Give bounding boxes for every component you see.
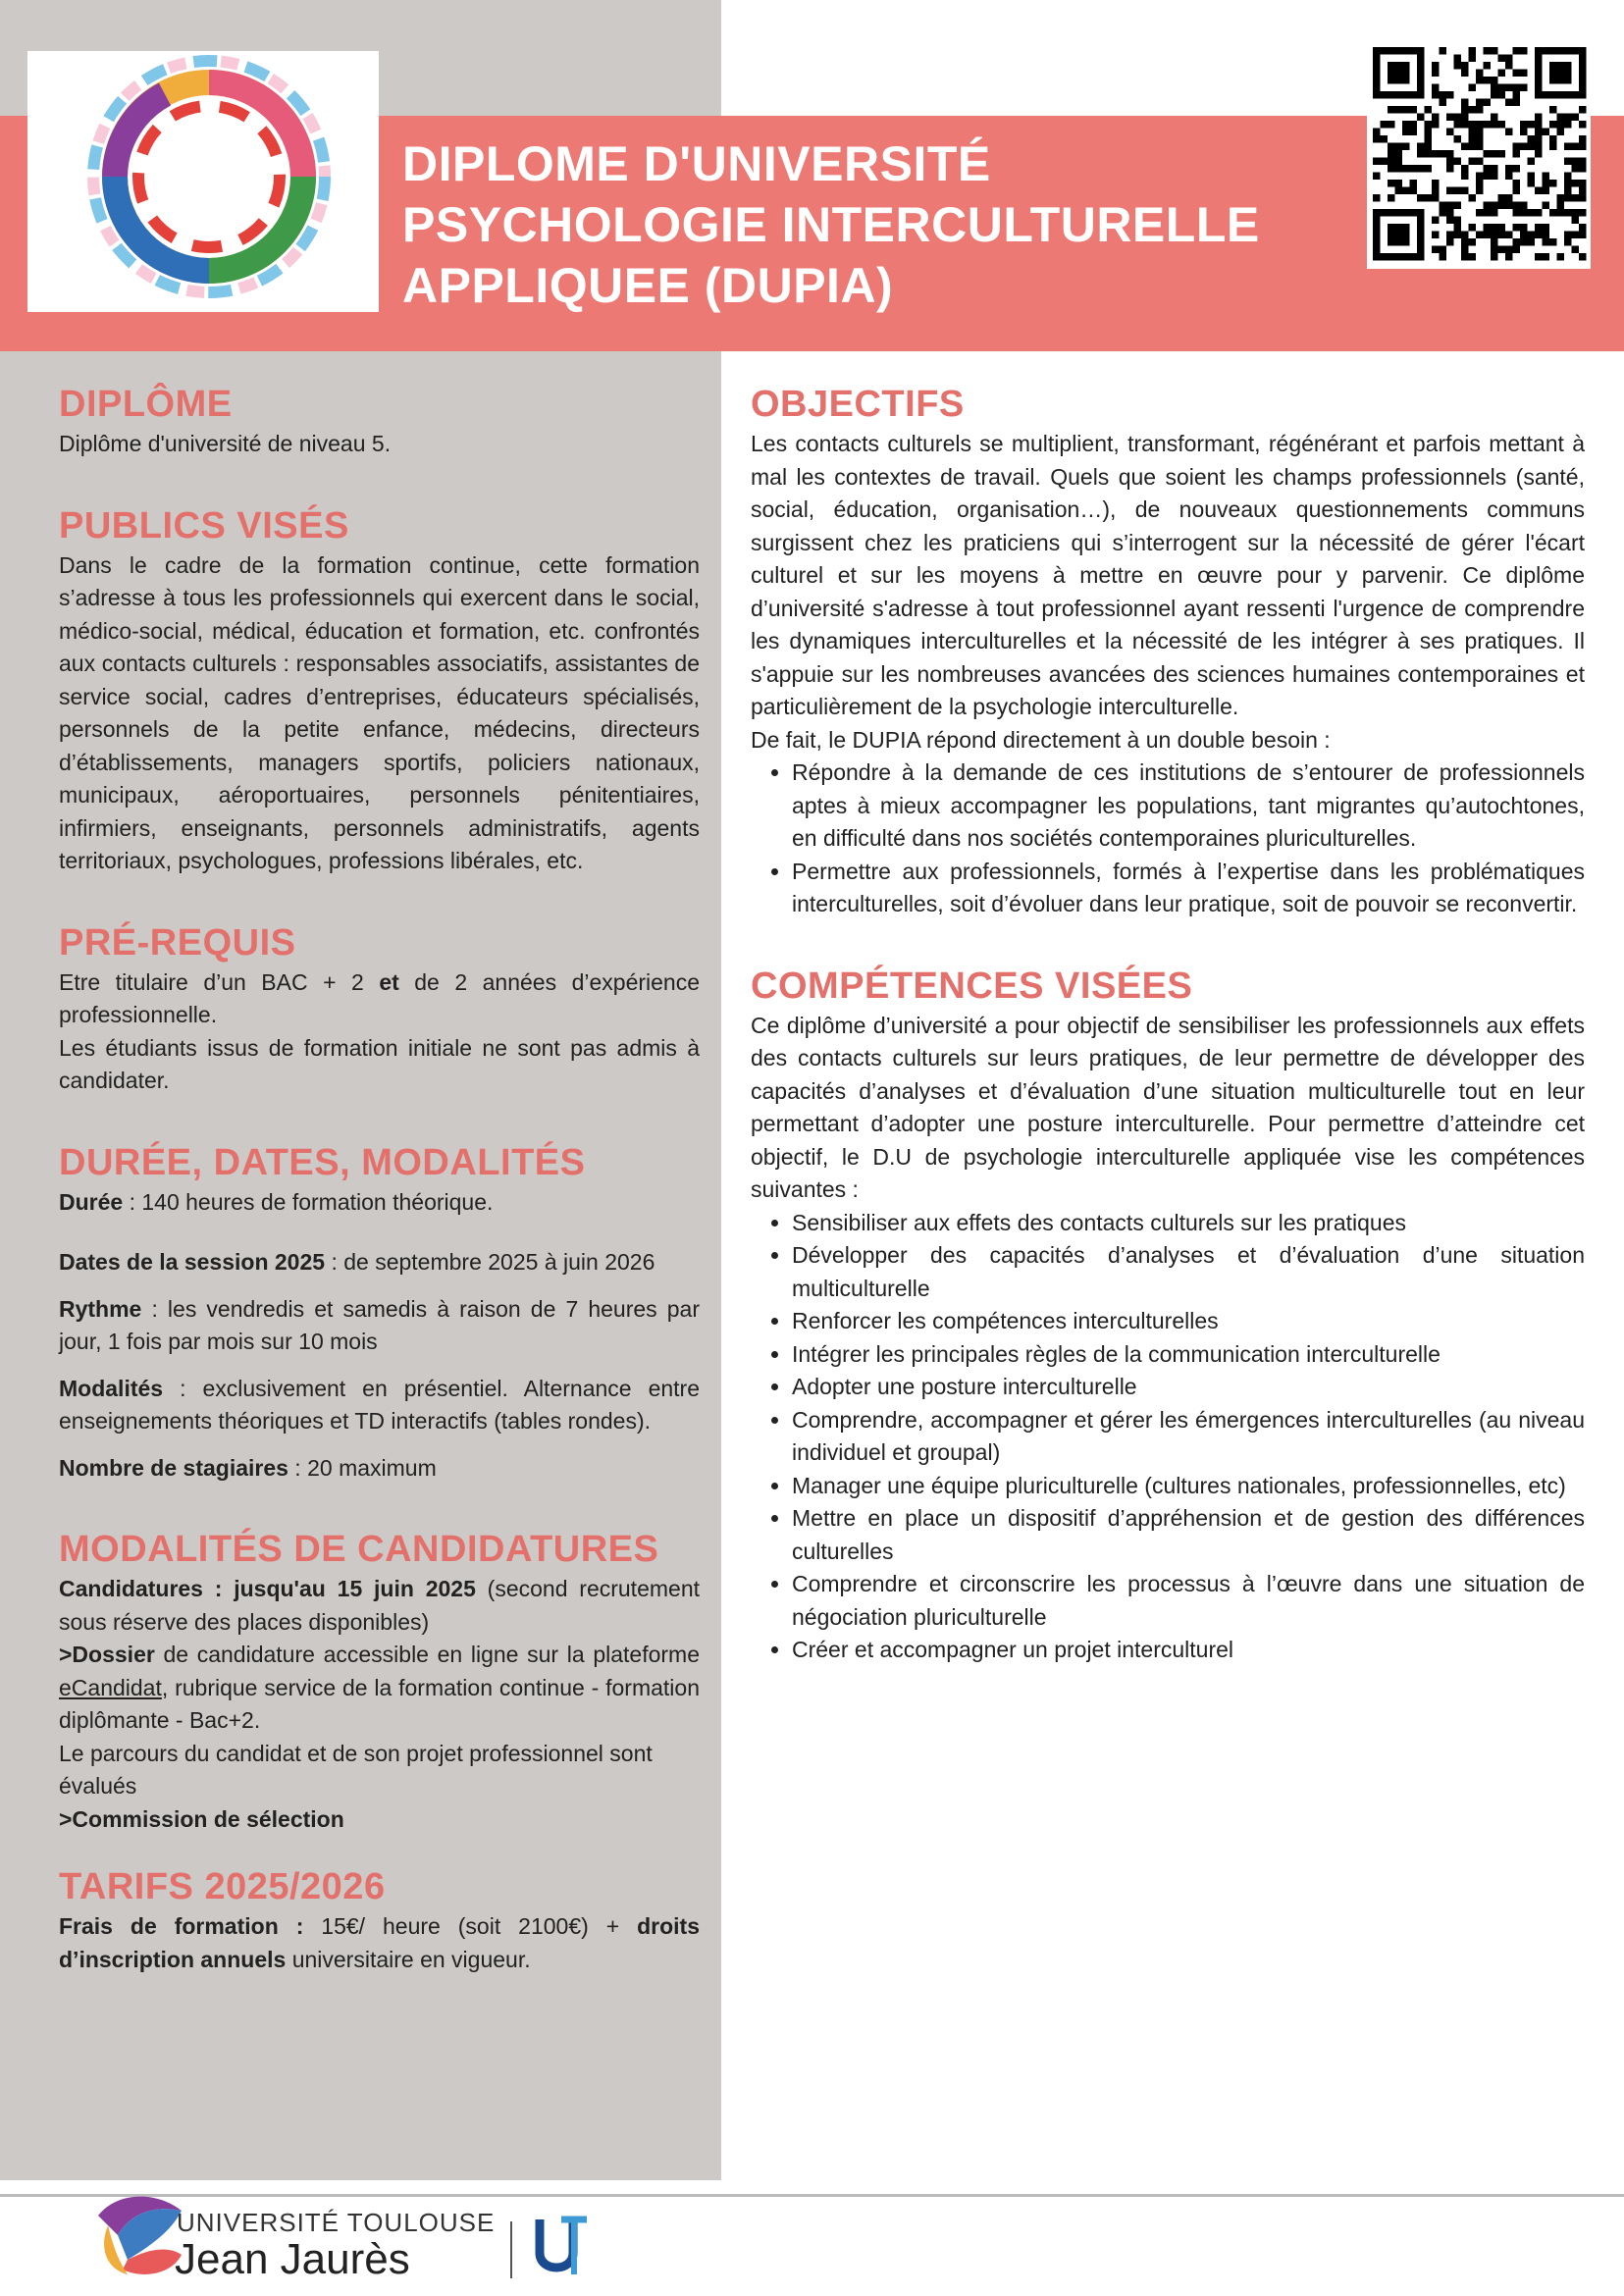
commission-text: >Commission de sélection [59,1805,344,1832]
list-item: • Répondre à la demande de ces institutions de s’entourer de professionnels aptes à mieux accompagner les populations, tant migrantes qu’autochtones, en difficulté dans nos sociétés contemporaines pluriculturelles. [792,757,1585,856]
ut-monogram-icon [532,2214,591,2282]
competences-heading: COMPÉTENCES VISÉES [751,965,1193,1007]
list-item: • Intégrer les principales règles de la communication interculturelle [792,1338,1585,1372]
list-item: • Sensibiliser aux effets des contacts culturels sur les pratiques [792,1207,1585,1240]
dates-text: : de septembre 2025 à juin 2026 [325,1249,655,1275]
list-item: • Renforcer les compétences interculturelles [792,1305,1585,1338]
competences-text: Ce diplôme d’université a pour objectif de sensibiliser les professionnels aux effets des contacts culturels sur leurs pratiques, de leur permettre de développer des capacités d’analyses et d’évaluation d’une situation multiculturelle tout en leur permettant d’adopter une posture interculturelle. Pour permettre d’atteindre cet objectif, le D.U de psychologie interculturelle appliquée vise les compétences suivantes : [751,1012,1585,1202]
dossier-line [59,1639,700,1738]
objectifs-list [751,757,1585,921]
university-name-bottom: Jean Jaurès [175,2235,410,2283]
objectifs-intro: De fait, le DUPIA répond directement à un double besoin : [751,726,1331,753]
title-line: DIPLOME D'UNIVERSITÉ [402,136,991,191]
prerequis-line1 [59,966,700,1032]
frais-label: Frais de formation : [59,1913,304,1939]
publics-text: Dans le cadre de la formation continue, cette formation s’adresse à tous les professionnels qui exercent dans le social, médico-social, médical, éducation et formation, etc. confrontés aux contacts culturels : responsables associatifs, assistantes de service social, cadres d’entreprises, éducateurs spécialisés, personnels de la petite enfance, médecins, directeurs d’établissements, managers sportifs, policiers nationaux, municipaux, aéroportuaires, personnels pénitentiaires, infirmiers, enseignants, personnels administratifs, agents territoriaux, psychologues, professions libérales, etc. [59,551,700,873]
droits-label: droits d’inscription annuels [59,1913,700,1972]
modalites-label: Modalités [59,1375,164,1401]
parcours-text: Le parcours du candidat et de son projet professionnel sont évalués [59,1740,653,1799]
objectifs-heading: OBJECTIFS [751,384,965,425]
duree-label: Durée [59,1188,124,1215]
qr-code[interactable] [1367,41,1591,269]
dates-label: Dates de la session 2025 [59,1249,326,1275]
stagiaires-text: : 20 maximum [288,1454,437,1481]
list-item: • Manager une équipe pluriculturelle (cultures nationales, professionnelles, etc) [792,1470,1585,1503]
diplome-heading: DIPLÔME [59,384,233,425]
title-line: APPLIQUEE (DUPIA) [402,258,894,313]
list-item: • Adopter une posture interculturelle [792,1371,1585,1404]
dossier-text-b: , rubrique service de la formation continue - formation diplômante - Bac+2. [59,1674,700,1733]
dates-line [59,1246,700,1279]
tarifs-heading: TARIFS 2025/2026 [59,1866,386,1907]
modalites-line [59,1373,700,1438]
objectifs-text: Les contacts culturels se multiplient, transformant, régénérant et parfois mettant à mal les contextes de travail. Quels que soient les champs professionnels (santé, social, éducation, organisation…), de nouveaux questionnements communs surgissent chez les praticiens qui s’interrogent sur la nécessité de gérer l'écart culturel et sur les moyens à mettre en œuvre pour y parvenir. Ce diplôme d’université s'adresse à tout professionnel ayant ressenti l'urgence de comprendre les dynamiques interculturelles et la nécessité de les intégrer à ses pratiques. Il s'appuie sur les nombreuses avancées des sciences humaines contemporaines et particulièrement de la psychologie interculturelle. [751,431,1585,719]
prerequis-and: et [379,968,399,995]
program-logo [27,51,379,312]
dossier-text-a: de candidature accessible en ligne sur la plateforme [154,1642,700,1667]
dossier-label: >Dossier [59,1642,155,1667]
list-item: • Permettre aux professionnels, formés à l’expertise dans les problématiques interculturelles, soit d’évoluer dans leur pratique, soit de pouvoir se reconvertir. [792,856,1585,921]
footer-separator [510,2221,512,2278]
duree-line [59,1186,700,1220]
left-column [59,381,700,1976]
candidatures-line [59,1573,700,1639]
footer [88,2186,638,2284]
title-line: PSYCHOLOGIE INTERCULTURELLE [402,197,1260,252]
list-item: • Créer et accompagner un projet interculturel [792,1634,1585,1667]
candidatures-text: (second recrutement sous réserve des places disponibles) [59,1576,700,1635]
list-item: • Mettre en place un dispositif d’appréhension et de gestion des différences culturelles [792,1502,1585,1568]
multicolor-faces-circle-logo-icon [27,51,379,312]
competences-list [751,1207,1585,1667]
tarifs-line [59,1910,700,1976]
prerequis-text-a: Etre titulaire d’un BAC + 2 [59,968,380,995]
university-name-top: UNIVERSITÉ TOULOUSE [177,2208,496,2237]
prerequis-line2: Les étudiants issus de formation initiale ne sont pas admis à candidater. [59,1034,700,1093]
modalites-text: : exclusivement en présentiel. Alternance entre enseignements théoriques et TD interactifs (tables rondes). [59,1375,700,1434]
list-item: • Comprendre, accompagner et gérer les émergences interculturelles (au niveau individuel et groupal) [792,1404,1585,1470]
qr-code-icon[interactable] [1367,41,1591,269]
frais-text: 15€/ heure (soit 2100€) + [303,1913,638,1939]
stagiaires-label: Nombre de stagiaires [59,1454,288,1481]
right-column [751,381,1585,1667]
list-item: • Comprendre et circonscrire les processus à l’œuvre dans une situation de négociation pluriculturelle [792,1568,1585,1634]
prerequis-heading: PRÉ-REQUIS [59,921,296,964]
duree-text: : 140 heures de formation théorique. [123,1188,494,1215]
rythme-label: Rythme [59,1295,142,1322]
droits-text: universitaire en vigueur. [286,1946,531,1972]
duree-heading: DURÉE, DATES, MODALITÉS [59,1141,586,1183]
list-item: • Développer des capacités d’analyses et d’évaluation d’une situation multiculturelle [792,1239,1585,1305]
stagiaires-line [59,1452,700,1486]
ecandidat-link[interactable]: eCandidat [59,1674,162,1700]
prerequis-text-c: de 2 années d’expérience professionnelle. [59,968,701,1027]
page-title [402,133,1315,316]
rythme-text: : les vendredis et samedis à raison de 7 heures par jour, 1 fois par mois sur 10 mois [59,1295,700,1354]
candidatures-label: Candidatures : jusqu'au 15 juin 2025 [59,1576,476,1601]
candidatures-heading: MODALITÉS DE CANDIDATURES [59,1529,659,1570]
publics-heading: PUBLICS VISÉS [59,504,349,547]
rythme-line [59,1293,700,1359]
diplome-text: Diplôme d'université de niveau 5. [59,431,392,456]
